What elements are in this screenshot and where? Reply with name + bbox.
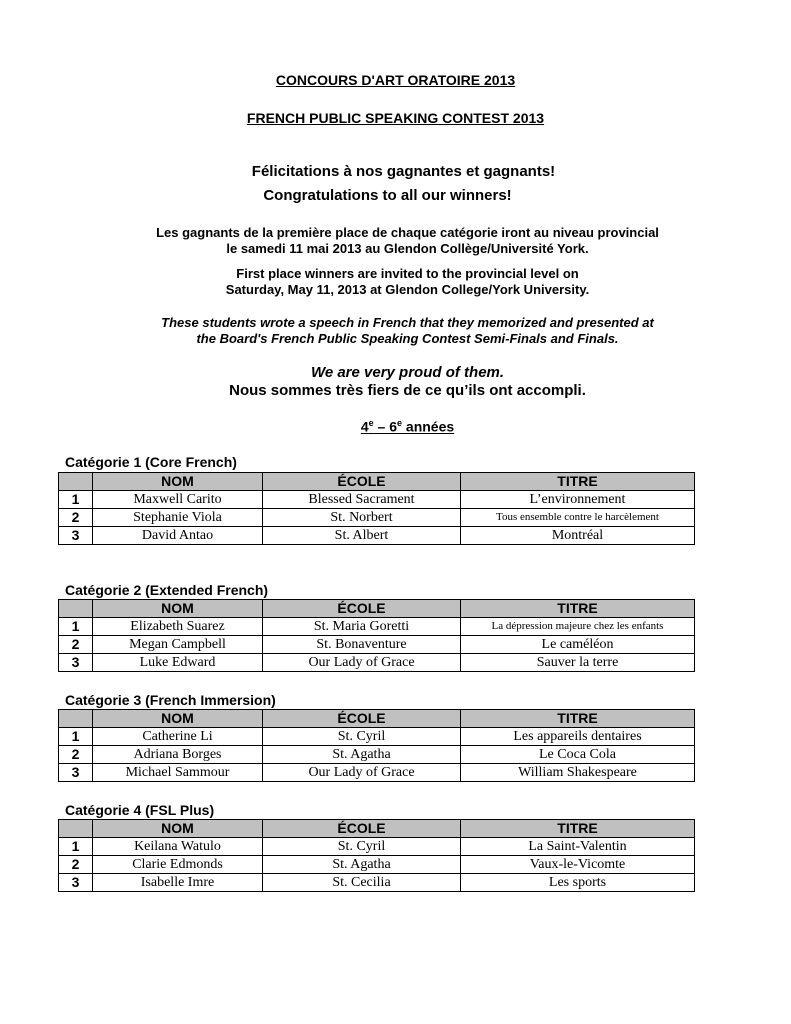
titre-cell: William Shakespeare (461, 764, 695, 782)
speech-note-line2: the Board's French Public Speaking Contest Semi-Finals and Finals. (196, 331, 619, 346)
speech-note-line1: These students wrote a speech in French that they memorized and presented at (161, 315, 654, 330)
nom-cell: Keilana Watulo (93, 838, 263, 856)
titre-header: TITRE (461, 710, 695, 728)
table-row (59, 728, 695, 746)
grades-start: 4 (360, 418, 369, 435)
titre-cell: Les sports (461, 874, 695, 892)
titre-cell: L’environnement (461, 491, 695, 509)
provincial-note-fr (12, 225, 791, 257)
nom-cell: Isabelle Imre (93, 874, 263, 892)
ecole-cell: St. Agatha (263, 856, 461, 874)
ecole-header: ÉCOLE (263, 710, 461, 728)
rank-cell: 2 (59, 746, 93, 764)
table-header-row (59, 820, 695, 838)
provincial-note-en (12, 266, 791, 298)
ecole-cell: St. Bonaventure (263, 636, 461, 654)
provincial-note-fr-line1: Les gagnants de la première place de chaque catégorie iront au niveau provincial (156, 225, 659, 240)
titre-cell: La Saint-Valentin (461, 838, 695, 856)
ecole-cell: St. Cyril (263, 838, 461, 856)
category-3-title: Catégorie 3 (French Immersion) (65, 692, 276, 708)
nom-cell: David Antao (93, 527, 263, 545)
rank-cell: 2 (59, 509, 93, 527)
ecole-cell: St. Cyril (263, 728, 461, 746)
table-row (59, 636, 695, 654)
table-row (59, 654, 695, 672)
table-row (59, 764, 695, 782)
rank-cell: 3 (59, 527, 93, 545)
titre-cell: Montréal (461, 527, 695, 545)
titre-cell: Vaux-le-Vicomte (461, 856, 695, 874)
ecole-cell: St. Norbert (263, 509, 461, 527)
proud-en: We are very proud of them. (310, 364, 505, 381)
nom-cell: Adriana Borges (93, 746, 263, 764)
rank-cell: 1 (59, 618, 93, 636)
ecole-cell: St. Agatha (263, 746, 461, 764)
rank-cell: 3 (59, 874, 93, 892)
ecole-cell: Blessed Sacrament (263, 491, 461, 509)
table-row (59, 491, 695, 509)
speech-note (12, 315, 791, 347)
table-row (59, 618, 695, 636)
grades-end: – 6 (373, 418, 397, 435)
category-1-title: Catégorie 1 (Core French) (65, 454, 237, 470)
nom-header: NOM (93, 600, 263, 618)
nom-cell: Elizabeth Suarez (93, 618, 263, 636)
grades-sup-start: e (368, 418, 374, 428)
category-2-title: Catégorie 2 (Extended French) (65, 582, 269, 598)
table-row (59, 746, 695, 764)
nom-cell: Clarie Edmonds (93, 856, 263, 874)
nom-cell: Maxwell Carito (93, 491, 263, 509)
titre-cell: La dépression majeure chez les enfants (461, 618, 695, 636)
titre-header: TITRE (461, 473, 695, 491)
table-row (59, 509, 695, 527)
provincial-note-en-line2: Saturday, May 11, 2013 at Glendon College/York University. (225, 282, 590, 297)
rank-cell: 1 (59, 728, 93, 746)
table-header-row (59, 473, 695, 491)
table-header-row (59, 710, 695, 728)
titre-header: TITRE (461, 820, 695, 838)
table-row (59, 838, 695, 856)
provincial-note-en-line1: First place winners are invited to the provincial level on (236, 266, 579, 281)
ecole-cell: Our Lady of Grace (263, 654, 461, 672)
category-4-table (58, 819, 695, 892)
ecole-cell: St. Cecilia (263, 874, 461, 892)
titre-cell: Le Coca Cola (461, 746, 695, 764)
congrats-fr: Félicitations à nos gagnantes et gagnants! (251, 163, 556, 180)
document-title-en: FRENCH PUBLIC SPEAKING CONTEST 2013 (246, 110, 545, 126)
rank-header (59, 820, 93, 838)
grades-label: années (402, 418, 455, 435)
nom-header: NOM (93, 710, 263, 728)
rank-cell: 2 (59, 856, 93, 874)
titre-cell: Les appareils dentaires (461, 728, 695, 746)
nom-cell: Luke Edward (93, 654, 263, 672)
nom-cell: Catherine Li (93, 728, 263, 746)
titre-cell: Le caméléon (461, 636, 695, 654)
nom-header: NOM (93, 473, 263, 491)
ecole-header: ÉCOLE (263, 473, 461, 491)
grades-heading (12, 418, 791, 435)
ecole-cell: St. Maria Goretti (263, 618, 461, 636)
titre-header: TITRE (461, 600, 695, 618)
nom-cell: Stephanie Viola (93, 509, 263, 527)
ecole-cell: Our Lady of Grace (263, 764, 461, 782)
congrats-en: Congratulations to all our winners! (263, 187, 512, 204)
nom-cell: Megan Campbell (93, 636, 263, 654)
rank-cell: 3 (59, 764, 93, 782)
titre-cell: Sauver la terre (461, 654, 695, 672)
titre-cell: Tous ensemble contre le harcèlement (461, 509, 695, 527)
category-4-title: Catégorie 4 (FSL Plus) (65, 802, 215, 818)
rank-cell: 3 (59, 654, 93, 672)
rank-cell: 1 (59, 838, 93, 856)
rank-header (59, 710, 93, 728)
category-3-table (58, 709, 695, 782)
table-header-row (59, 600, 695, 618)
rank-cell: 1 (59, 491, 93, 509)
table-row (59, 527, 695, 545)
nom-cell: Michael Sammour (93, 764, 263, 782)
ecole-header: ÉCOLE (263, 600, 461, 618)
table-row (59, 874, 695, 892)
provincial-note-fr-line2: le samedi 11 mai 2013 au Glendon Collège/Université York. (226, 241, 589, 256)
category-1-table (58, 472, 695, 545)
ecole-cell: St. Albert (263, 527, 461, 545)
proud-fr: Nous sommes très fiers de ce qu’ils ont accompli. (229, 382, 586, 399)
document-title-fr: CONCOURS D'ART ORATOIRE 2013 (275, 72, 516, 88)
grades-sup-end: e (397, 418, 403, 428)
category-2-table (58, 599, 695, 672)
table-row (59, 856, 695, 874)
nom-header: NOM (93, 820, 263, 838)
rank-header (59, 600, 93, 618)
rank-header (59, 473, 93, 491)
rank-cell: 2 (59, 636, 93, 654)
ecole-header: ÉCOLE (263, 820, 461, 838)
